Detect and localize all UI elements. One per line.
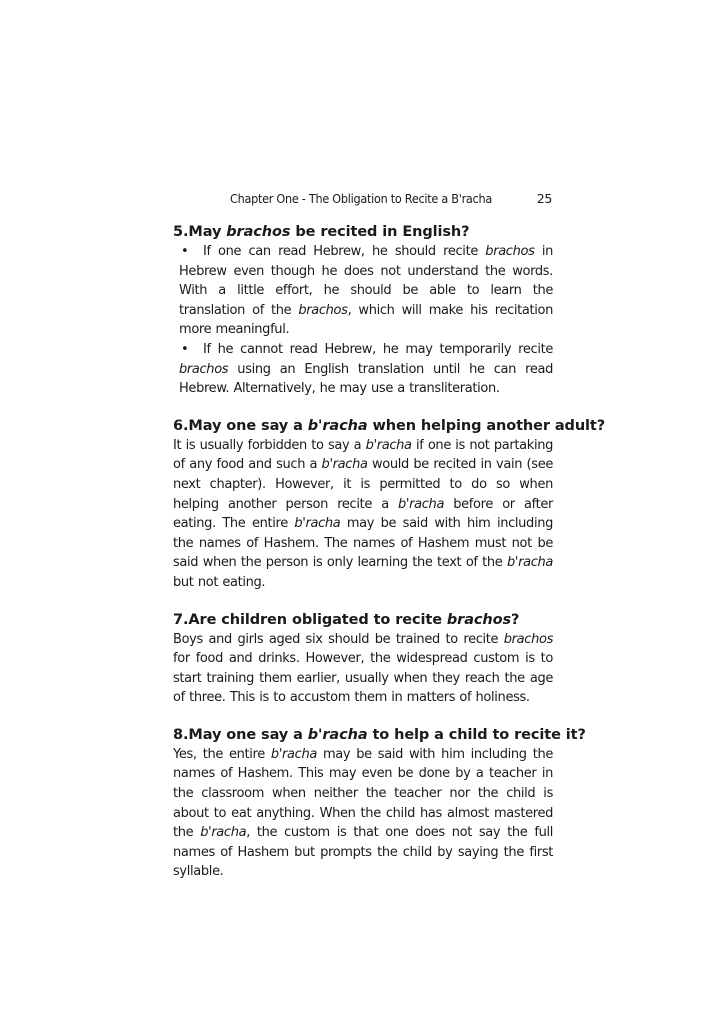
section-6 [173, 417, 606, 593]
book-page [173, 186, 606, 882]
running-header [173, 186, 553, 208]
section-heading: 5.May brachos be recited in English? [173, 224, 470, 240]
page-number: 25 [536, 191, 552, 206]
chapter-title: Chapter One - The Obligation to Recite a B'racha [230, 191, 492, 206]
section-7 [173, 612, 553, 708]
body-paragraph: Yes, the entire b'racha may be said with him including the names of Hashem. This may even be done by a teacher in the classroom when neither the teacher nor the child is about to eat anything. When the child has almost mastered the b'racha, the custom is that one does not say the full names of Hashem but prompts the child by saying the first syllable. [173, 746, 553, 880]
body-paragraph: It is usually forbidden to say a b'racha if one is not partaking of any food and such a b'racha would be recited in vain (see next chapter). However, it is permitted to do so when helping another person recite a b'racha before or after eating. The entire b'racha may be said with him including the names of Hashem. The names of Hashem must not be said when the person is only learning the text of the b'racha but not eating. [173, 437, 553, 590]
section-heading: 8.May one say a b'racha to help a child to recite it? [173, 726, 586, 743]
section-heading: 7.Are children obligated to recite brachos? [173, 611, 520, 628]
body-paragraph: Boys and girls aged six should be trained to recite brachos for food and drinks. However, the widespread custom is to start training them earlier, usually when they reach the age of three. This is to accustom them in matters of holiness. [173, 631, 553, 706]
bullet-paragraph: • If he cannot read Hebrew, he may temporarily recite brachos using an English translation until he can read Hebrew. Alternatively, he may use a transliteration. [173, 340, 553, 399]
section-5 [173, 224, 553, 399]
section-heading: 6.May one say a b'racha when helping another adult? [173, 417, 606, 434]
bullet-paragraph: • If one can read Hebrew, he should recite brachos in Hebrew even though he does not understand the words. With a little effort, he should be able to learn the translation of the brachos, which will make his recitation more meaningful. [173, 242, 553, 340]
section-8 [173, 726, 586, 882]
